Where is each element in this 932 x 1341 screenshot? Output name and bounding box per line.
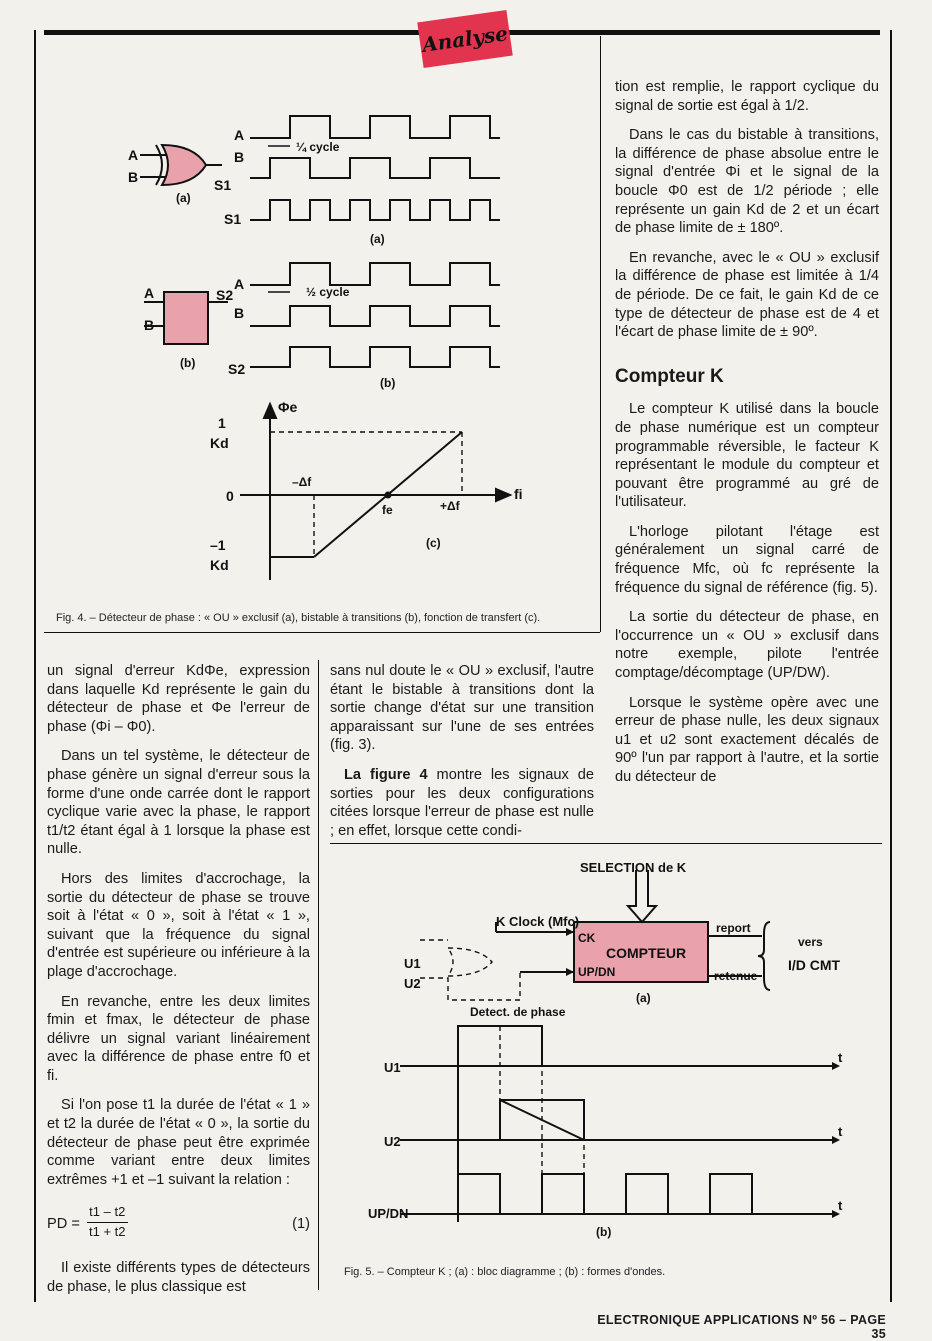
bistable-block [164, 292, 208, 344]
wave-a-note: ¼ cycle [296, 140, 340, 154]
fig4a-label: (a) [176, 191, 191, 205]
eq-lhs: PD = [47, 1216, 80, 1233]
transfer-y-top-den: Kd [210, 435, 229, 451]
wave-a-S1 [250, 200, 500, 220]
fig5-label-a: (a) [636, 991, 651, 1005]
page-footer: ELECTRONIQUE APPLICATIONS Nº 56 – PAGE 35 [597, 1313, 886, 1341]
eq-number: (1) [292, 1216, 310, 1233]
transfer-x-label: fi [514, 486, 523, 502]
wave-u1 [420, 1026, 542, 1066]
fig4-caption: Fig. 4. – Détecteur de phase : « OU » exclusif (a), bistable à transitions (b), fonction de transfert (c). [56, 612, 541, 624]
left-p4: En revanche, entre les deux limites fmin et fmax, le détecteur de phase délivre un signal variant linéairement avec la différence de phase entre f0 et fi. [47, 993, 310, 1084]
fig4a-in-a: A [128, 147, 139, 163]
xor-gate [162, 145, 206, 185]
fig4b-in-b: B [144, 317, 155, 333]
fig5-wave-u1: U1 [384, 1060, 401, 1075]
transfer-y-bot-den: Kd [210, 557, 229, 573]
wave-a-row-a: A [234, 127, 245, 143]
fig5-diagram [330, 850, 882, 1260]
fig5-t1: t [838, 1050, 843, 1065]
fig4a-out: S1 [214, 177, 232, 193]
fig4-bottom-rule [44, 632, 600, 633]
mid-p2-text: montre les signaux de sorties pour les deux configurations citées lorsque l'erreur de phase est nulle ; en effet, lorsque cette condi- [330, 766, 594, 839]
left-p6: Il existe différents types de détecteurs de phase, le plus classique est [47, 1260, 310, 1296]
fig5-cmt: I/D CMT [788, 957, 841, 973]
left-column [47, 662, 310, 1308]
fig5-updn: UP/DN [578, 965, 616, 979]
wave-b-row-s2: S2 [228, 361, 246, 377]
wave-b-row-b: B [234, 305, 245, 321]
fig5-caption: Fig. 5. – Compteur K ; (a) : bloc diagramme ; (b) : formes d'ondes. [344, 1266, 666, 1278]
transfer-label: (c) [426, 536, 441, 550]
left-border [34, 30, 36, 1302]
fig5-selection: SELECTION de K [580, 860, 687, 875]
right-p6: La sortie du détecteur de phase, en l'occurrence un « OU » exclusif dans notre exemple, pilote l'entrée comptage/décomptage (UP/DW). [615, 609, 879, 682]
transfer-y-zero: 0 [226, 488, 234, 504]
wave-a-row-s1: S1 [224, 211, 242, 227]
wave-b-note: ½ cycle [306, 285, 350, 299]
left-p5: Si l'on pose t1 la durée de l'état « 1 » et t2 la durée de l'état « 0 », la sortie du détecteur de phase peut être exprimée comme variant entre deux limites extrêmes +1 et –1 suivant la relation : [47, 1097, 310, 1188]
fig5-clock: K Clock (Mfc) [496, 914, 580, 929]
left-p1: un signal d'erreur KdΦe, expression dans laquelle Kd représente le gain du détecteur de phase et Φe l'erreur de phase (Φi – Φ0). [47, 663, 310, 735]
xor-gate-extra-arc [156, 145, 162, 185]
right-p4: Le compteur K utilisé dans la boucle de phase numérique est un compteur programmable réversible, le facteur K représentant le module du compteur et pouvant être programmé au gré de l'utilisateur. [615, 401, 879, 511]
fig5-t2: t [838, 1124, 843, 1139]
mid-p2 [330, 766, 594, 840]
fig4b-label: (b) [180, 356, 196, 370]
fig4-right-rule [600, 36, 601, 632]
fig5-label-b: (b) [596, 1225, 612, 1239]
transfer-y-bot-num: –1 [210, 537, 226, 553]
transfer-minus-df: –Δf [292, 475, 312, 489]
right-p5: L'horloge pilotant l'étage est généralement un signal carré de fréquence Mfc, où fc représente la fréquence du signal de référence (fig. 5). [615, 523, 879, 596]
fig5-vers: vers [798, 935, 823, 949]
selection-arrow [628, 870, 656, 922]
fig5-report: report [716, 921, 751, 935]
fig5-t3: t [838, 1198, 843, 1213]
fig5-ck: CK [578, 931, 596, 945]
mid-col-rule-left [318, 660, 319, 1290]
wave-a-B [250, 158, 500, 178]
section-heading-compteur-k: Compteur K [615, 365, 724, 387]
eq-denominator: t1 + t2 [89, 1224, 126, 1240]
left-p3: Hors des limites d'accrochage, la sortie du détecteur de phase se trouve soit à l'état « 0 », soit à l'état « 1 », suivant que la fréquence du signal d'entrée est supérieure ou inférieure à la plage d'accrochage. [47, 870, 310, 980]
wave-b-label: (b) [380, 376, 396, 390]
wave-b-A [250, 263, 500, 285]
fig5-u1: U1 [404, 956, 421, 971]
wave-a-label: (a) [370, 232, 385, 246]
right-p3: En revanche, avec le « OU » exclusif la différence de phase est limitée à 1/4 de période. De ce fait, le gain Kd de ce type de détecteur de phase est de 4 et l'écart de phase limite de ± 90º. [615, 249, 879, 341]
right-p7: Lorsque le système opère avec une erreur de phase nulle, les deux signaux u1 et u2 sont exactement décalés de 90º l'un par rapport à l'autre, et la sortie du détecteur de [615, 694, 879, 785]
eq-numerator: t1 – t2 [87, 1203, 128, 1223]
wave-a-row-b: B [234, 149, 245, 165]
right-column [615, 78, 879, 798]
transfer-fe: fe [382, 503, 393, 517]
fig4-diagram [44, 40, 600, 610]
right-border [890, 30, 892, 1302]
mid-p1: sans nul doute le « OU » exclusif, l'autre étant le bistable à transitions dont la sortie change d'état sur une transition apparaissant sur l'une de ses entrées (fig. 3). [330, 663, 594, 754]
wave-b-S2 [250, 347, 500, 367]
fig4b-out: S2 [216, 287, 234, 303]
mid-p2-bold: La figure 4 [344, 766, 428, 783]
left-p2: Dans un tel système, le détecteur de phase génère un signal d'erreur sous la forme d'une onde carrée dont le rapport cyclique varie avec la phase, le rapport t1/t2 étant égal à 1 lorsque la phase est nulle. [47, 748, 310, 858]
wave-b-B [250, 306, 500, 326]
transfer-y-top-num: 1 [218, 415, 226, 431]
middle-column [330, 662, 594, 851]
right-p1: tion est remplie, le rapport cyclique du signal de sortie est égal à 1/2. [615, 79, 879, 114]
wave-a-A [250, 116, 500, 138]
wave-u2 [420, 1100, 584, 1140]
right-p2: Dans le cas du bistable à transitions, la différence de phase absolue entre le signal d'entrée Φi et le signal de la boucle Φ0 est de 1/2 période ; elle représente un gain Kd de 2 et un écart de phase limite de ± 180º. [615, 127, 879, 237]
fig5-detect: Detect. de phase [470, 1005, 566, 1019]
wave-updn [420, 1174, 752, 1214]
transfer-plus-df: +Δf [440, 499, 460, 513]
wave-b-row-a: A [234, 276, 245, 292]
fig4b-in-a: A [144, 285, 155, 301]
equation-1 [47, 1203, 310, 1247]
fig5-retenue: retenue [714, 969, 758, 983]
fig5-u2: U2 [404, 976, 421, 991]
fig4a-in-b: B [128, 169, 139, 185]
section-tag: Analyse [417, 10, 513, 68]
eq-fraction [87, 1203, 128, 1241]
fig5-wave-updn: UP/DN [368, 1206, 409, 1221]
fig5-wave-u2: U2 [384, 1134, 401, 1149]
fig5-counter: COMPTEUR [606, 945, 687, 961]
transfer-y-label: Φe [278, 399, 298, 415]
